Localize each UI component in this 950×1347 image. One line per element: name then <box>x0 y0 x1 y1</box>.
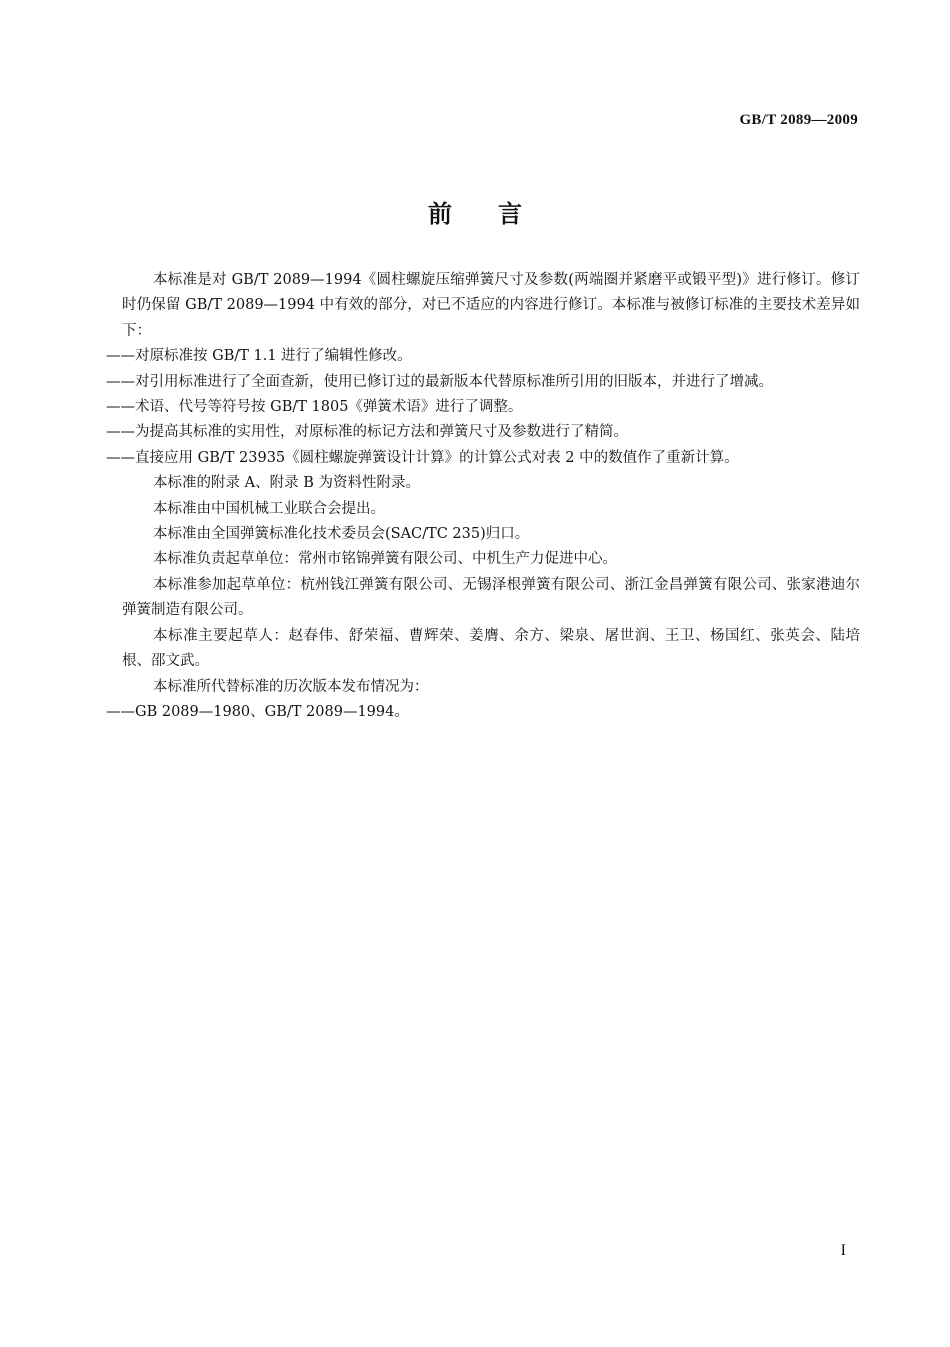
list-item: ——对原标准按 GB/T 1.1 进行了编辑性修改。 <box>106 348 412 365</box>
paragraph-lead-drafters: 本标准负责起草单位：常州市铭锦弹簧有限公司、中机生产力促进中心。 <box>153 551 617 568</box>
paragraph-participating-drafters: 本标准参加起草单位：杭州钱江弹簧有限公司、无锡泽根弹簧有限公司、浙江金昌弹簧有限公司、张家港迪尔弹簧制造有限公司。 <box>122 576 860 619</box>
paragraph-revision-intro: 本标准是对 GB/T 2089—1994《圆柱螺旋压缩弹簧尺寸及参数(两端圈并紧磨平或锻平型)》进行修订。修订时仍保留 GB/T 2089—1994 中有效的部分，对已不适应的内容进行修订。本标准与被修订标准的主要技术差异如下： <box>122 272 860 339</box>
list-item: ——直接应用 GB/T 23935《圆柱螺旋弹簧设计计算》的计算公式对表 2 中的数值作了重新计算。 <box>106 449 739 466</box>
list-item-history: ——GB 2089—1980、GB/T 2089—1994。 <box>106 703 409 720</box>
foreword-body <box>106 268 860 725</box>
standard-code: GB/T 2089—2009 <box>739 112 858 128</box>
list-item: ——为提高其标准的实用性，对原标准的标记方法和弹簧尺寸及参数进行了精简。 <box>106 424 628 441</box>
paragraph-committee: 本标准由全国弹簧标准化技术委员会(SAC/TC 235)归口。 <box>153 526 530 543</box>
paragraph-main-authors: 本标准主要起草人：赵春伟、舒荣福、曹辉荣、姜膺、余方、梁泉、屠世润、王卫、杨国红、张英会、陆培根、邵文武。 <box>122 627 860 670</box>
paragraph-proposer: 本标准由中国机械工业联合会提出。 <box>153 500 385 517</box>
page-title: 前言 <box>428 199 568 228</box>
list-item: ——术语、代号等符号按 GB/T 1805《弹簧术语》进行了调整。 <box>106 399 523 416</box>
paragraph-appendix: 本标准的附录 A、附录 B 为资料性附录。 <box>153 475 420 492</box>
paragraph-history-intro: 本标准所代替标准的历次版本发布情况为： <box>153 678 429 695</box>
list-item: ——对引用标准进行了全面查新，使用已修订过的最新版本代替原标准所引用的旧版本，并进行了增减。 <box>106 373 773 390</box>
page-number: I <box>840 1242 846 1259</box>
